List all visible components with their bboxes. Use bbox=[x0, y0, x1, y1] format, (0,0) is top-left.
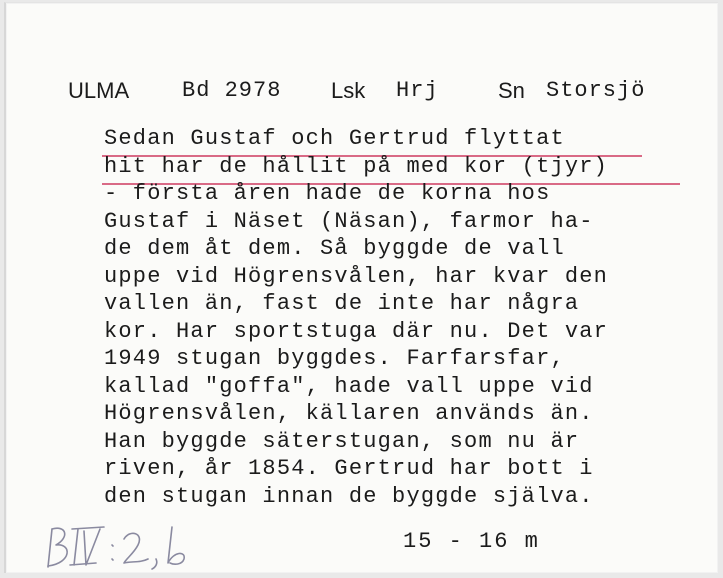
text-line: den stugan innan de byggde själva. bbox=[104, 483, 594, 509]
socken-label: Sn bbox=[498, 78, 525, 103]
socken-value: Storsjö bbox=[546, 78, 646, 103]
text-line: riven, år 1854. Gertrud har bott i bbox=[104, 456, 594, 481]
text-line: Han byggde säterstugan, som nu är bbox=[104, 428, 580, 454]
handwritten-classification-note bbox=[44, 519, 214, 573]
text-line: de dem åt dem. Så byggde de vall bbox=[104, 236, 565, 261]
text-line: - första åren hade de korna hos bbox=[104, 181, 551, 206]
text-line: Sedan Gustaf och Gertrud flyttat bbox=[104, 126, 565, 151]
text-line: vallen än, fast de inte har några bbox=[104, 291, 580, 316]
index-card bbox=[4, 2, 718, 573]
card-header bbox=[68, 73, 688, 109]
volume-number: Bd 2978 bbox=[182, 78, 282, 103]
archive-code: ULMA bbox=[68, 78, 130, 103]
text-line: 1949 stugan byggdes. Farfarsfar, bbox=[104, 346, 565, 371]
card-body-text bbox=[104, 125, 694, 510]
text-line: uppe vid Högrensvålen, har kvar den bbox=[104, 263, 609, 289]
handwriting-drawing bbox=[44, 519, 214, 573]
text-line: Gustaf i Näset (Näsan), farmor ha- bbox=[104, 208, 594, 234]
text-line: kor. Har sportstuga där nu. Det var bbox=[104, 318, 609, 344]
page-reference: 15 - 16 m bbox=[403, 529, 540, 554]
landskap-label: Lsk bbox=[331, 78, 366, 103]
text-line: kallad "goffa", hade vall uppe vid bbox=[104, 373, 594, 399]
text-line: Högrensvålen, källaren används än. bbox=[104, 401, 594, 426]
landskap-value: Hrj bbox=[396, 78, 439, 103]
text-line: hit har de hållit på med kor (tjyr) bbox=[104, 153, 609, 179]
